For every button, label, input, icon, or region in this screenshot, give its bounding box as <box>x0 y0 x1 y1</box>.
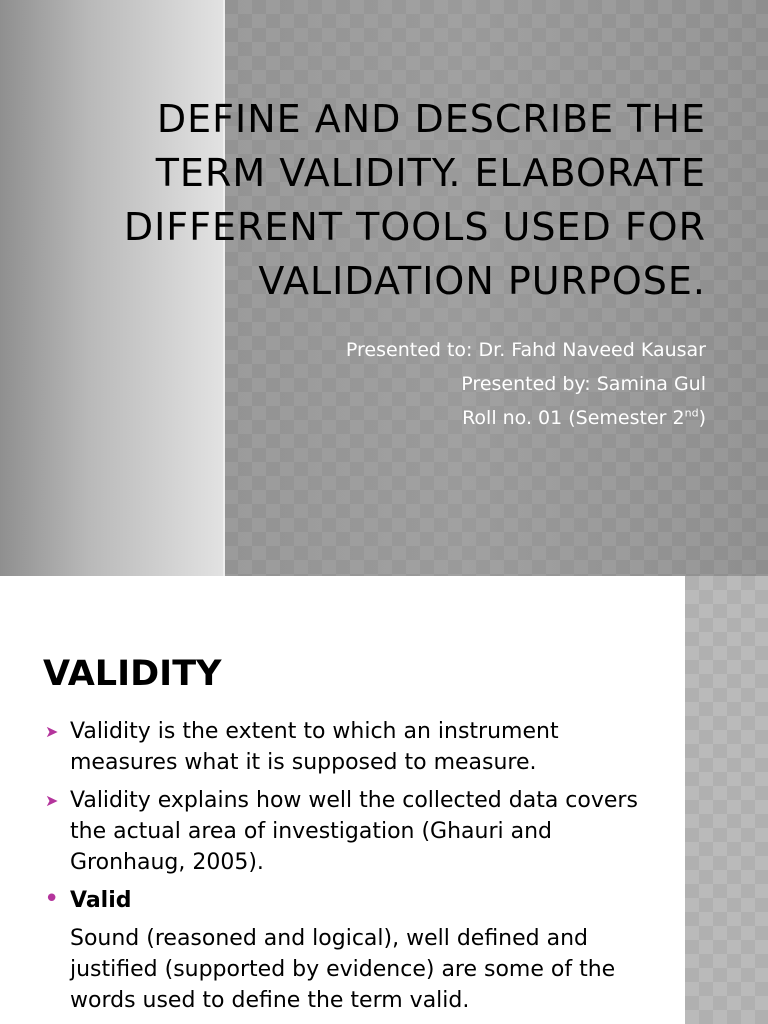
bullet-text: Validity is the extent to which an instrument measures what it is supposed to measure. <box>70 719 559 775</box>
list-item <box>43 885 643 916</box>
roll-prefix: Roll no. 01 (Semester 2 <box>462 407 685 429</box>
roll-number <box>146 401 706 435</box>
validity-slide <box>0 576 768 1024</box>
presented-by: Presented by: Samina Gul <box>461 373 706 395</box>
presented-to: Presented to: Dr. Fahd Naveed Kausar <box>345 339 706 361</box>
valid-definition: Sound (reasoned and logical), well defined and justified (supported by evidence) are some of the words used to define the term valid. <box>70 926 616 1013</box>
bullet-text: Valid <box>70 888 132 913</box>
slide-heading: VALIDITY <box>43 654 222 694</box>
arrow-bullet-icon: ➤ <box>45 722 59 741</box>
right-pattern-strip <box>685 576 768 1024</box>
bullet-text: Validity explains how well the collected data covers the actual area of investigation (Ghauri and Gronhaug, 2005). <box>70 788 638 875</box>
arrow-bullet-icon: ➤ <box>45 791 59 810</box>
dot-bullet-icon: • <box>44 884 60 914</box>
roll-superscript: nd <box>684 406 699 420</box>
roll-suffix: ) <box>698 407 706 429</box>
slide-subtitle <box>146 333 706 435</box>
slide-title: DEFINE AND DESCRIBE THE TERM VALIDITY. ELABORATE DIFFERENT TOOLS USED FOR VALIDATION PURPOSE. <box>123 97 706 303</box>
list-item <box>43 785 643 878</box>
list-item <box>43 716 643 778</box>
bullet-list <box>43 716 643 1016</box>
